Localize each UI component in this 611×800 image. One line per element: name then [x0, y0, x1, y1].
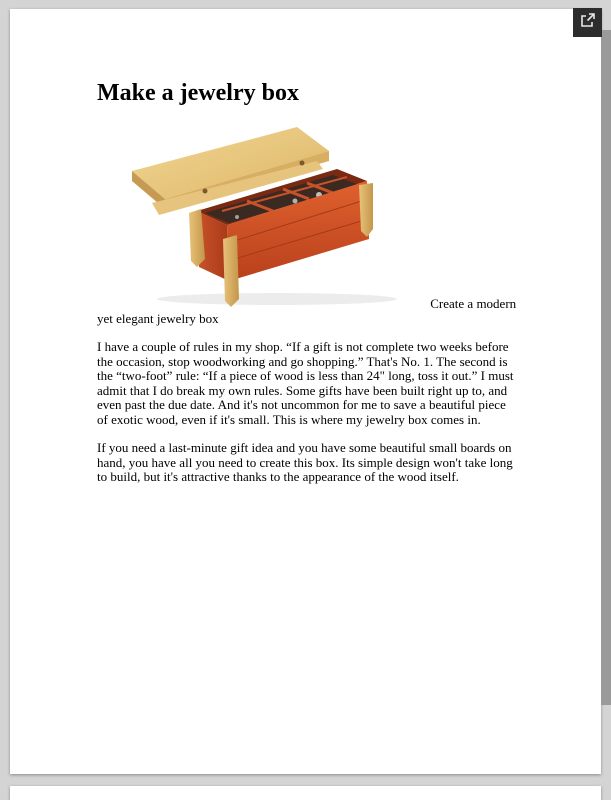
- figure: [97, 121, 517, 326]
- image-caption: Create a modern yet elegant jewelry box: [97, 296, 517, 326]
- scrollbar[interactable]: [601, 30, 611, 705]
- page-title: Make a jewelry box: [97, 80, 299, 106]
- paragraph: If you need a last-minute gift idea and you have some beautiful small boards on hand, you have all you need to create this box. Its simple design won't take long to build, but it's attractive thanks to the appearance of the wood itself.: [97, 440, 513, 484]
- paragraph: I have a couple of rules in my shop. “If a gift is not complete two weeks before the occasion, stop woodworking and go shopping.” That's No. 1. The second is the “two-foot” rule: “If a piece of wood is less than 24" long, toss it out.” I must admit that I do break my own rules. Some gifts have been built right up to, and even past the due date. And it's not uncommon for me to save a beautiful piece of exotic wood, even if it's small. This is where my jewelry box comes in.: [97, 339, 514, 427]
- article: [97, 80, 517, 485]
- popout-button[interactable]: [573, 8, 602, 37]
- jewelry-box-image: [97, 121, 427, 311]
- open-in-new-icon: [581, 13, 595, 32]
- next-page-edge: [10, 786, 601, 800]
